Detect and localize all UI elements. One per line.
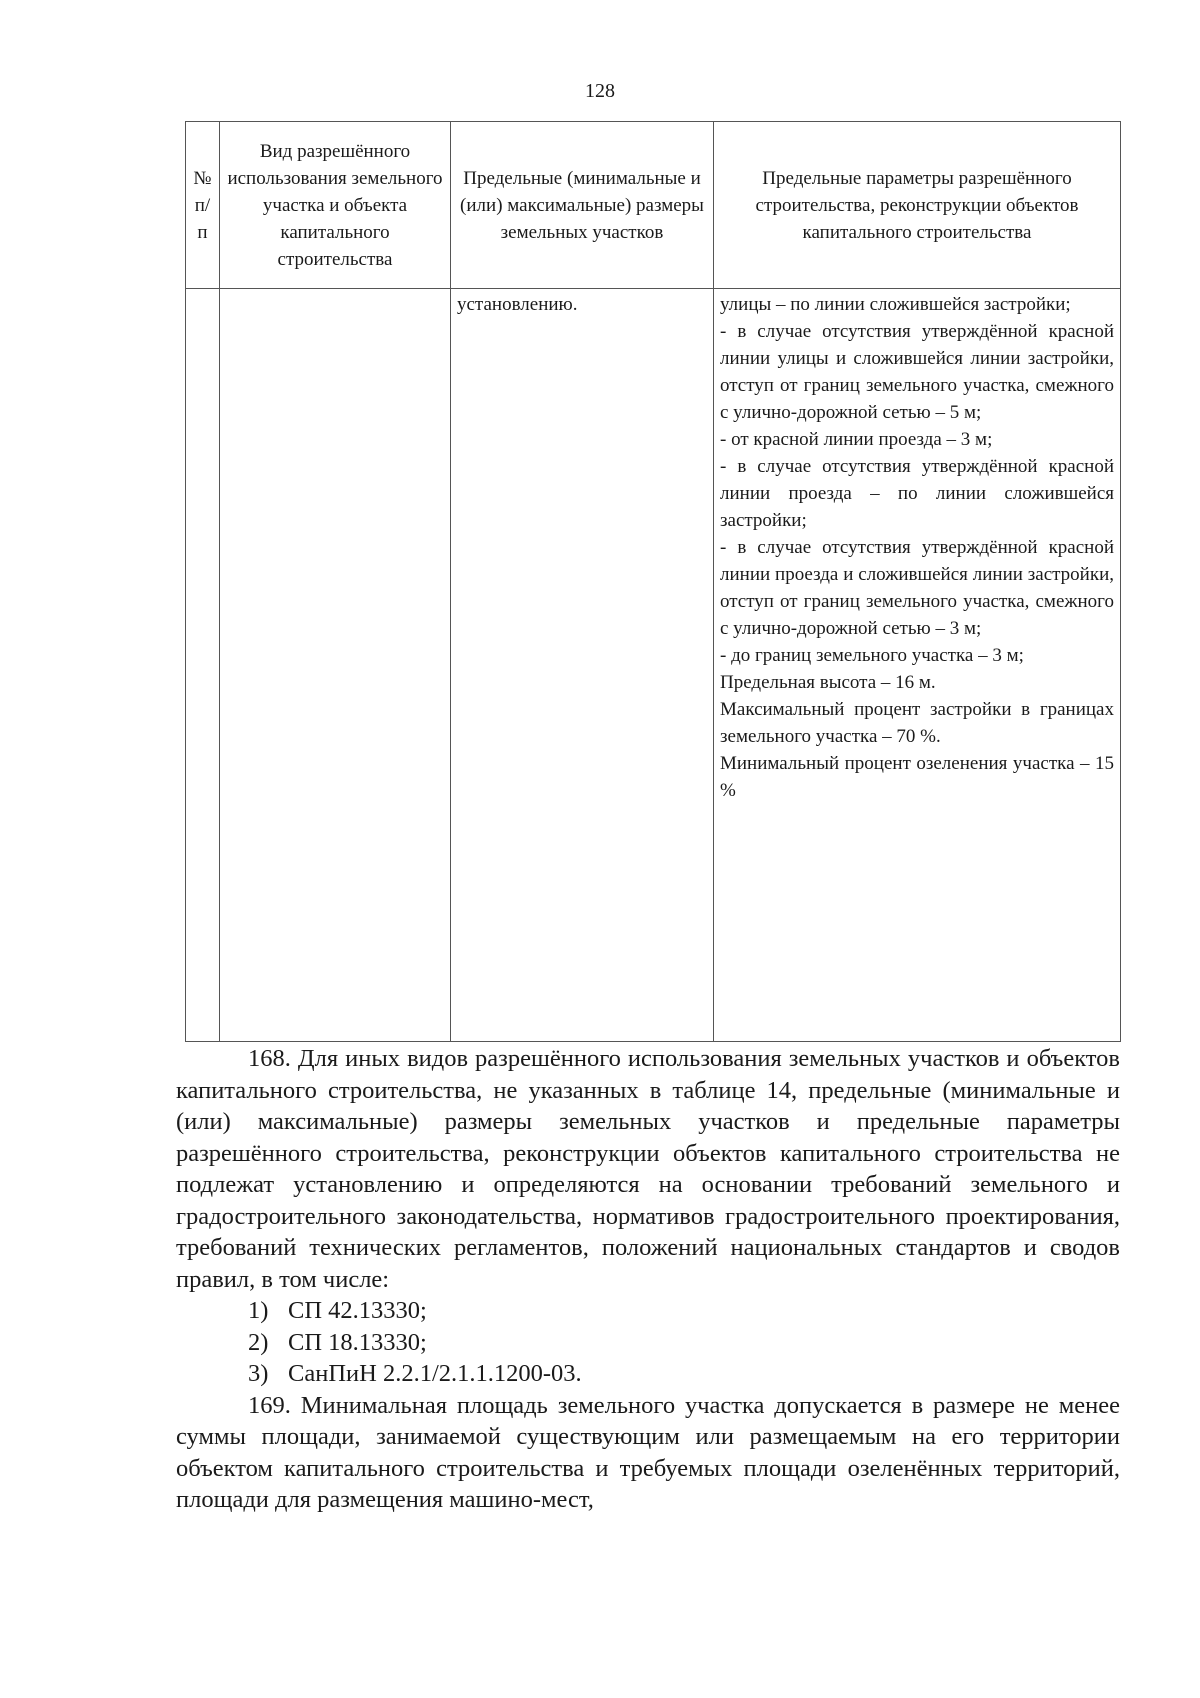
list-item-text: СП 18.13330; [288, 1328, 427, 1356]
param-line: - от красной линии проезда – 3 м; [720, 429, 993, 450]
paragraph-169: 169. Минимальная площадь земельного участка допускается в размере не менее суммы площади, занимаемой существующим или размещаемым на его территории объектом капитального строительства и требуемых площади озеленённых территорий, площади для размещения машино-мест, [176, 1391, 1120, 1513]
param-line: Минимальный процент озеленения участка – 15 % [720, 753, 1114, 801]
param-line: - до границ земельного участка – 3 м; [720, 645, 1024, 666]
param-line: - в случае отсутствия утверждённой красной линии проезда и сложившейся линии застройки, отступ от границ земельного участка, смежного с улично-дорожной сетью – 3 м; [720, 537, 1114, 639]
cell-build-parameters [714, 289, 1121, 1042]
body-text [176, 1043, 1120, 1516]
list-item [176, 1295, 1120, 1327]
param-line: - в случае отсутствия утверждённой красной линии проезда – по линии сложившейся застройки; [720, 456, 1114, 531]
table-header-row [186, 122, 1121, 289]
list-item-number: 1) [248, 1297, 269, 1324]
header-plot-sizes: Предельные (минимальные и (или) максимальные) размеры земельных участков [451, 122, 714, 289]
cell-number [186, 289, 220, 1042]
list-item-text: СанПиН 2.2.1/2.1.1.1200-03. [288, 1360, 582, 1387]
param-line: - в случае отсутствия утверждённой красной линии улицы и сложившейся линии застройки, отступ от границ земельного участка, смежного с улично-дорожной сетью – 5 м; [720, 321, 1114, 423]
paragraph-168: 168. Для иных видов разрешённого использования земельных участков и объектов капитального строительства, не указанных в таблице 14, предельные (минимальные и (или) максимальные) размеры земельных участков и предельные параметры разрешённого строительства, реконструкции объектов капитального строительства не подлежат установлению и определяются на основании требований земельного и градостроительного законодательства, нормативов градостроительного проектирования, требований технических регламентов, положений национальных стандартов и сводов правил, в том числе: [176, 1045, 1120, 1293]
header-build-parameters: Предельные параметры разрешённого строительства, реконструкции объектов капитального строительства [714, 122, 1121, 289]
list-item-text: СП 42.13330; [288, 1297, 427, 1324]
list-item-number: 3) [248, 1360, 269, 1387]
table-row [186, 289, 1121, 1042]
param-line: улицы – по линии сложившейся застройки; [720, 294, 1071, 315]
list-item [176, 1358, 1120, 1390]
norms-list [176, 1295, 1120, 1390]
page-number: 128 [585, 80, 615, 102]
param-line: Максимальный процент застройки в границах земельного участка – 70 %. [720, 699, 1114, 747]
list-item [176, 1327, 1120, 1359]
header-use-type: Вид разрешённого использования земельного участка и объекта капитального строительства [220, 122, 451, 289]
cell-plot-sizes: установлению. [451, 289, 714, 1042]
list-item-number: 2) [248, 1328, 269, 1356]
header-number: № п/п [186, 122, 220, 289]
param-line: Предельная высота – 16 м. [720, 672, 936, 693]
cell-use-type [220, 289, 451, 1042]
parameters-table [185, 121, 1121, 1042]
